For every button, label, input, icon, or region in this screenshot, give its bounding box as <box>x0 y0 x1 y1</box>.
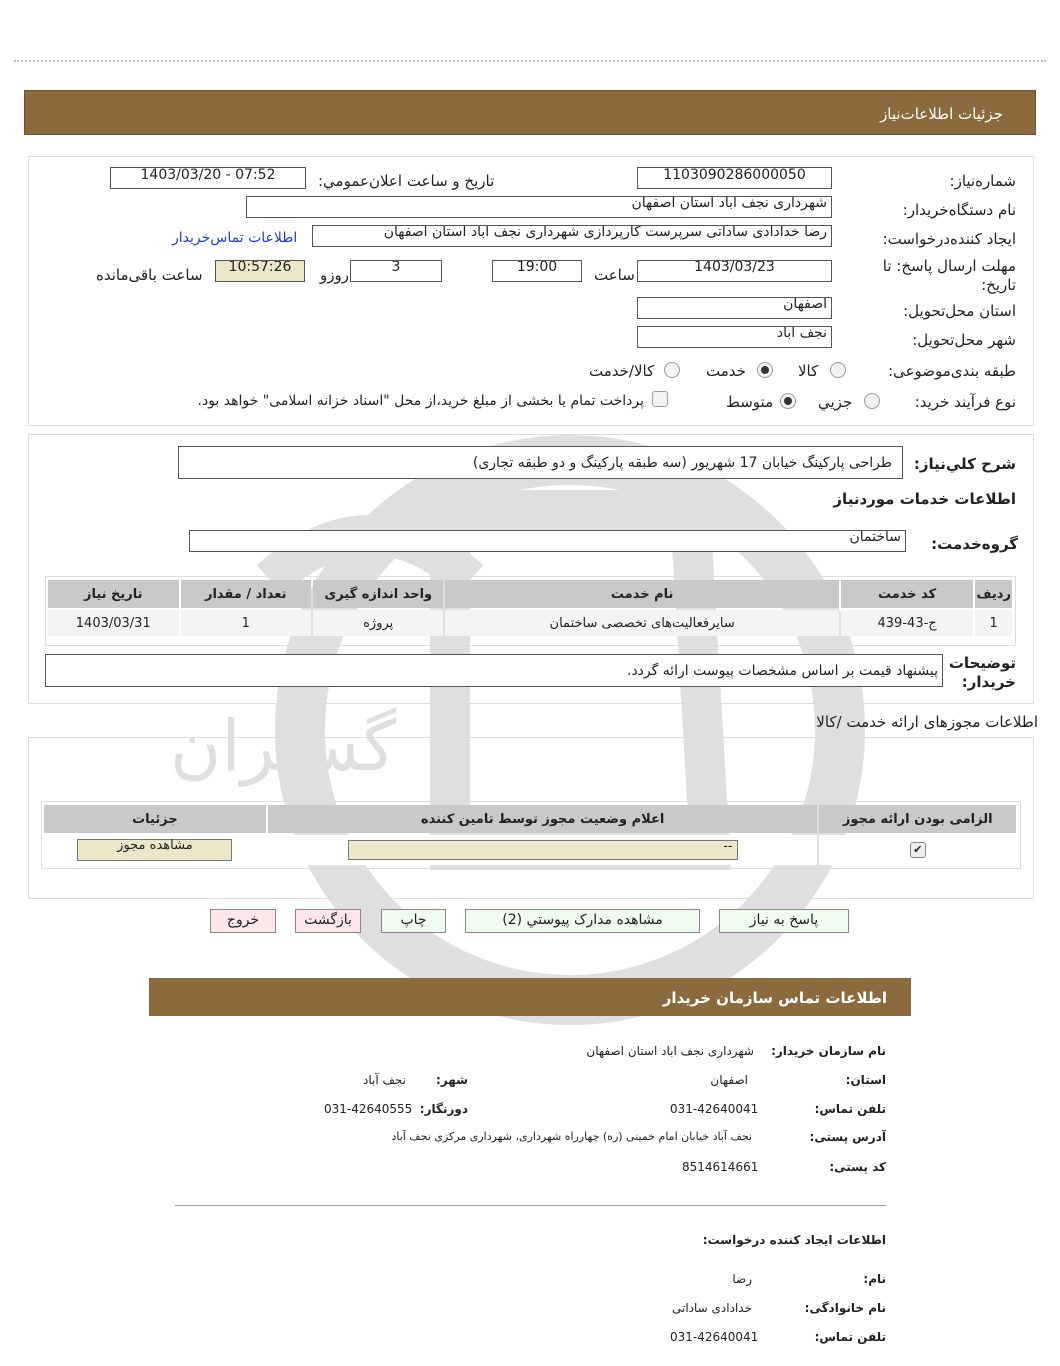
creator-info-title: اطلاعات ایجاد کننده درخواست: <box>702 1233 886 1247</box>
col-permit-required: الزامی بودن ارائه مجوز <box>819 805 1016 833</box>
group-label: گروه‌خدمت: <box>931 535 1018 553</box>
permit-required-checkbox[interactable]: ✔ <box>910 842 926 858</box>
table-row <box>48 610 1012 636</box>
contact-header <box>149 978 911 1016</box>
need-no-field: 1103090286000050 <box>637 167 832 189</box>
process-radio-medium[interactable] <box>780 393 796 409</box>
col-quantity: تعداد / مقدار <box>181 580 311 608</box>
desc-field: طراحی پارکینگ خیابان 17 شهریور (سه طبقه پارکینگ و دو طبقه تجاری) <box>178 446 903 479</box>
buyer-notes-field: پیشنهاد قیمت بر اساس مشخصات پیوست ارائه گردد. <box>45 654 943 687</box>
process-option-medium: متوسط <box>726 393 774 411</box>
cell-permit-status <box>268 835 818 865</box>
buyer-org-label: نام دستگاه‌خریدار: <box>902 201 1016 219</box>
remaining-field: 10:57:26 <box>215 260 305 282</box>
services-title: اطلاعات خدمات موردنیاز <box>833 490 1016 508</box>
creator-label: ایجاد کننده‌درخواست: <box>882 230 1016 248</box>
creator-family-label: نام خانوادگی: <box>804 1301 886 1315</box>
cell-need-date: 1403/03/31 <box>48 610 179 636</box>
deadline-label-date: تاریخ: <box>981 276 1016 294</box>
process-label: نوع فرآیند خرید: <box>914 393 1016 411</box>
buyer-org-field: شهرداری نجف اباد استان اصفهان <box>246 196 832 218</box>
cell-permit-required <box>819 835 1016 865</box>
reply-button[interactable]: پاسخ به نیاز <box>719 909 849 933</box>
contact-org-label: نام سازمان خریدار: <box>771 1044 886 1058</box>
contact-postal-value: 8514614661 <box>682 1160 759 1174</box>
services-table <box>46 578 1014 638</box>
table-header-row <box>48 580 1012 608</box>
col-row-no: ردیف <box>975 580 1012 608</box>
process-option-partial: جزیي <box>818 393 853 411</box>
buyer-notes-label-2: خریدار: <box>961 673 1016 691</box>
deadline-label: مهلت ارسال پاسخ: تا <box>882 257 1016 275</box>
creator-field: رضا خدادادی ساداتی سرپرست کارپردازی شهرداری نجف اباد استان اصفهان <box>312 225 832 247</box>
cell-unit: پروژه <box>313 610 443 636</box>
back-button[interactable]: بازگشت <box>295 909 361 933</box>
creator-family-value: خدادادی ساداتی <box>671 1301 752 1315</box>
permits-header-row <box>44 805 1016 833</box>
col-permit-details: جزئیات <box>44 805 266 833</box>
contact-divider <box>175 1205 886 1206</box>
print-button[interactable]: چاپ <box>381 909 446 933</box>
contact-city-label: شهر: <box>436 1073 468 1087</box>
view-permit-button[interactable]: مشاهده مجوز <box>77 839 232 861</box>
buyer-notes-label: توضیحات <box>948 654 1016 672</box>
announce-field: 1403/03/20 - 07:52 <box>110 167 306 189</box>
top-divider <box>14 60 1046 62</box>
contact-postal-label: کد پستی: <box>829 1160 886 1174</box>
contact-address-value: نجف آباد خیابان امام خمینی (ره) چهارراه شهرداری، شهرداری مرکزی نجف آباد <box>391 1130 752 1143</box>
treasury-checkbox[interactable] <box>652 391 668 407</box>
page-header <box>24 90 1036 135</box>
category-option-service: خدمت <box>706 362 746 380</box>
category-option-both: کالا/خدمت <box>589 362 655 380</box>
days-field: 3 <box>350 260 442 282</box>
days-label: روزو <box>320 266 349 284</box>
remaining-label: ساعت باقی‌مانده <box>96 266 203 284</box>
province-label: استان محل‌تحویل: <box>903 302 1016 320</box>
group-field: ساختمان <box>189 530 906 552</box>
province-field: اصفهان <box>637 297 832 319</box>
desc-label: شرح کلي‌نیاز: <box>913 455 1016 473</box>
city-field: نجف اباد <box>637 326 832 348</box>
deadline-date-field: 1403/03/23 <box>637 260 832 282</box>
cell-service-code: ج-43-439 <box>841 610 973 636</box>
contact-fax-value: 031-42640555 <box>324 1102 413 1116</box>
contact-city-value: نجف آباد <box>363 1073 406 1087</box>
contact-province-value: اصفهان <box>710 1073 748 1087</box>
col-permit-status: اعلام وضعیت مجوز توسط تامین کننده <box>268 805 818 833</box>
watermark-text: گستران <box>170 705 397 787</box>
time-label: ساعت <box>594 266 635 284</box>
deadline-time-field: 19:00 <box>492 260 582 282</box>
category-radio-both[interactable] <box>664 362 680 378</box>
category-option-goods: کالا <box>798 362 819 380</box>
page-title: جزئیات اطلاعات‌نیاز <box>880 105 1003 123</box>
category-radio-service[interactable] <box>757 362 773 378</box>
contact-fax-label: دورنگار: <box>419 1102 468 1116</box>
col-service-name: نام خدمت <box>445 580 838 608</box>
category-label: طبقه بندی‌موضوعی: <box>888 362 1016 380</box>
buyer-contact-link[interactable]: اطلاعات تماس‌خریدار <box>172 230 298 246</box>
permit-status-field: -- <box>348 840 738 860</box>
col-service-code: کد خدمت <box>841 580 973 608</box>
permits-table <box>42 803 1018 867</box>
creator-phone-label: تلفن تماس: <box>814 1330 886 1344</box>
col-need-date: تاریخ نیاز <box>48 580 179 608</box>
announce-label: تاریخ و ساعت اعلان‌عمومي: <box>318 172 495 190</box>
cell-row-no: 1 <box>975 610 1012 636</box>
permits-row <box>44 835 1016 865</box>
contact-org-value: شهرداری نجف اباد استان اصفهان <box>586 1044 754 1058</box>
process-radio-partial[interactable] <box>864 393 880 409</box>
city-label: شهر محل‌تحویل: <box>912 331 1016 349</box>
creator-phone-value: 031-42640041 <box>670 1330 759 1344</box>
category-radio-goods[interactable] <box>830 362 846 378</box>
view-attachments-button[interactable]: مشاهده مدارک پیوستي (2) <box>465 909 700 933</box>
contact-phone-value: 031-42640041 <box>670 1102 759 1116</box>
contact-title: اطلاعات تماس سازمان خریدار <box>662 989 887 1007</box>
payment-note: پرداخت تمام یا بخشی از مبلغ خرید،از محل "اسناد خزانه اسلامی" خواهد بود. <box>197 393 644 409</box>
creator-name-label: نام: <box>863 1272 886 1286</box>
col-unit: واحد اندازه گیری <box>313 580 443 608</box>
contact-address-label: آدرس پستی: <box>809 1130 886 1144</box>
cell-permit-details <box>44 835 266 865</box>
contact-province-label: استان: <box>845 1073 886 1087</box>
need-no-label: شماره‌نیاز: <box>949 172 1016 190</box>
exit-button[interactable]: خروج <box>210 909 276 933</box>
permits-title: اطلاعات مجوزهای ارائه خدمت /کالا <box>816 713 1038 731</box>
contact-phone-label: تلفن تماس: <box>814 1102 886 1116</box>
cell-service-name: سایرفعالیت‌های تخصصی ساختمان <box>445 610 838 636</box>
creator-name-value: رضا <box>732 1272 752 1286</box>
cell-quantity: 1 <box>181 610 311 636</box>
